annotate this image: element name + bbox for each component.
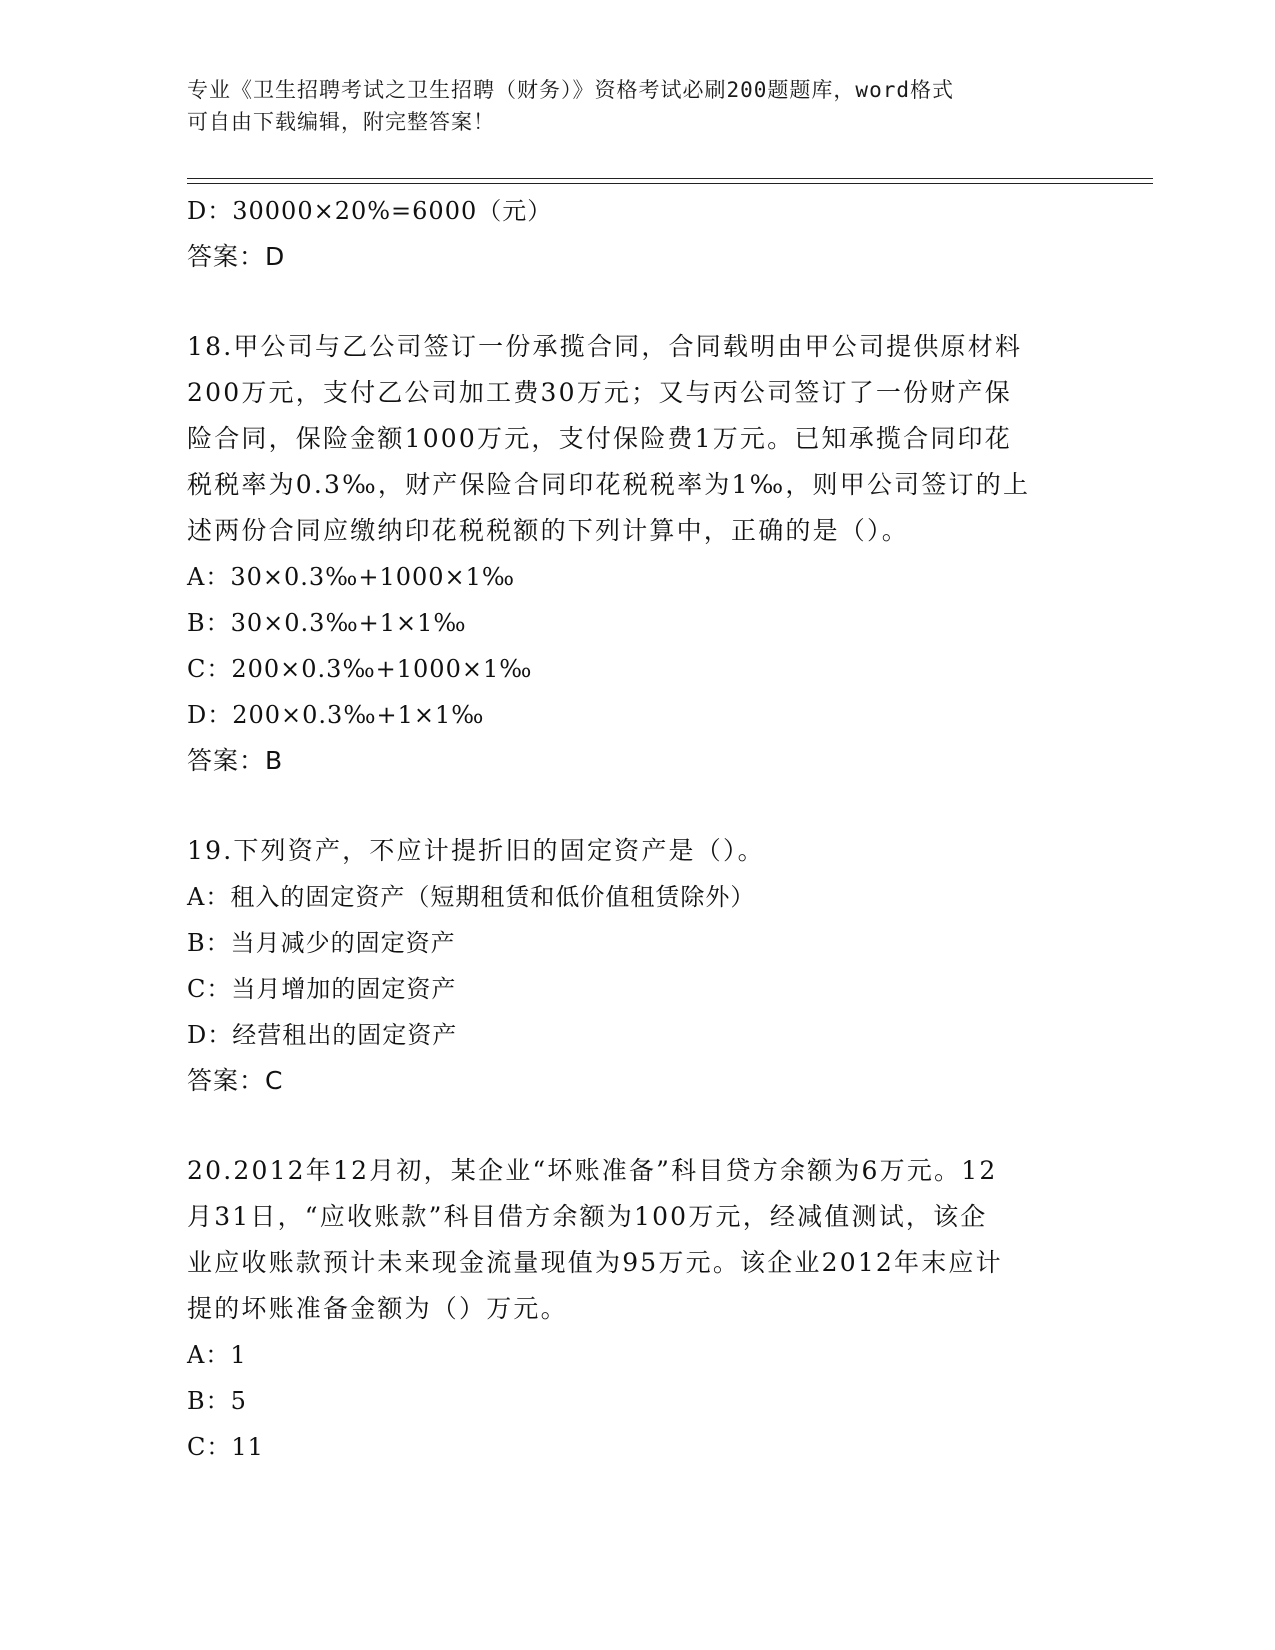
document-header: [187, 74, 1087, 138]
header-divider-top: [187, 178, 1153, 179]
answer-line: 答案：B: [187, 746, 284, 775]
question-text-line: 20.2012年12月初，某企业“坏账准备”科目贷方余额为6万元。12: [187, 1156, 998, 1185]
question-text-line: 提的坏账准备金额为（）万元。: [187, 1294, 568, 1323]
option-c: C：当月增加的固定资产: [187, 975, 457, 1003]
question-text-line: 19.下列资产，不应计提折旧的固定资产是（）。: [187, 836, 765, 865]
question-text-line: 险合同，保险金额1000万元，支付保险费1万元。已知承揽合同印花: [187, 424, 1012, 453]
previous-question-tail: [187, 188, 1067, 280]
option-a: A：30×0.3‰+1000×1‰: [187, 563, 516, 591]
option-a: A：租入的固定资产（短期租赁和低价值租赁除外）: [187, 883, 756, 911]
option-b: B：当月减少的固定资产: [187, 929, 456, 957]
question-text-line: 18.甲公司与乙公司签订一份承揽合同，合同载明由甲公司提供原材料: [187, 332, 1023, 361]
header-divider-bottom: [187, 183, 1153, 184]
question-18: [187, 324, 1067, 784]
question-text-line: 200万元，支付乙公司加工费30万元；又与丙公司签订了一份财产保: [187, 378, 1012, 407]
question-19: [187, 828, 1067, 1104]
option-b: B：5: [187, 1387, 247, 1415]
header-line-1: 专业《卫生招聘考试之卫生招聘（财务）》资格考试必刷200题题库，word格式: [187, 78, 954, 102]
option-d: D：30000×20%=6000（元）: [187, 197, 553, 225]
question-text-line: 税税率为0.3‰，财产保险合同印花税税率为1‰，则甲公司签订的上: [187, 470, 1031, 499]
option-a: A：1: [187, 1341, 247, 1369]
document-body: [187, 188, 1067, 1470]
question-20: [187, 1148, 1067, 1470]
question-text-line: 月31日，“应收账款”科目借方余额为100万元，经减值测试，该企: [187, 1202, 988, 1231]
answer-line: 答案：C: [187, 1066, 284, 1095]
answer-line: 答案：D: [187, 242, 286, 271]
option-d: D：经营租出的固定资产: [187, 1021, 458, 1049]
option-c: C：11: [187, 1433, 264, 1461]
option-d: D：200×0.3‰+1×1‰: [187, 701, 485, 729]
question-text-line: 述两份合同应缴纳印花税税额的下列计算中，正确的是（）。: [187, 516, 909, 545]
question-text-line: 业应收账款预计未来现金流量现值为95万元。该企业2012年末应计: [187, 1248, 1003, 1277]
option-b: B：30×0.3‰+1×1‰: [187, 609, 467, 637]
option-c: C：200×0.3‰+1000×1‰: [187, 655, 533, 683]
header-line-2: 可自由下载编辑，附完整答案！: [187, 110, 495, 134]
